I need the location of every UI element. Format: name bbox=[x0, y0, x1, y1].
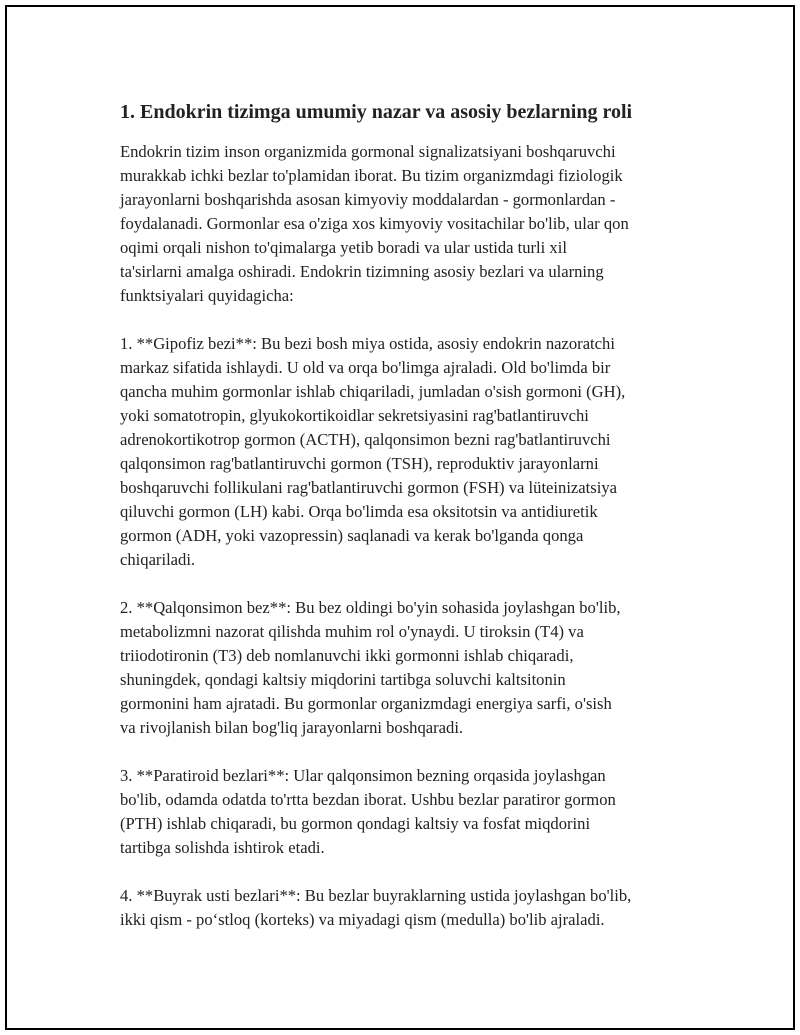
text-line: chiqariladi. bbox=[120, 550, 196, 569]
text-line: 1. **Gipofiz bezi**: Bu bezi bosh miya ostida, asosiy endokrin nazoratchi bbox=[120, 334, 615, 353]
text-line: gormonini ham ajratadi. Bu gormonlar organizmdagi energiya sarfi, o'sish bbox=[120, 694, 612, 713]
text-line: tartibga solishda ishtirok etadi. bbox=[120, 838, 325, 857]
text-line: markaz sifatida ishlaydi. U old va orqa bo'limga ajraladi. Old bo'limda bir bbox=[120, 358, 611, 377]
text-line: ikki qism - po‘stloq (korteks) va miyadagi qism (medulla) bo'lib ajraladi. bbox=[120, 910, 605, 929]
text-line: 4. **Buyrak usti bezlari**: Bu bezlar buyraklarning ustida joylashgan bo'lib, bbox=[120, 886, 632, 905]
document-title: 1. Endokrin tizimga umumiy nazar va asosiy bezlarning roli bbox=[120, 101, 633, 123]
paragraph-gipofiz bbox=[120, 332, 720, 572]
text-line: qiluvchi gormon (LH) kabi. Orqa bo'limda esa oksitotsin va antidiuretik bbox=[120, 502, 598, 521]
text-line: triiodotironin (T3) deb nomlanuvchi ikki gormonni ishlab chiqaradi, bbox=[120, 646, 574, 665]
paragraph-qalqonsimon bbox=[120, 596, 720, 740]
text-line: qalqonsimon rag'batlantiruvchi gormon (TSH), reproduktiv jarayonlarni bbox=[120, 454, 599, 473]
text-line: adrenokortikotrop gormon (ACTH), qalqonsimon bezni rag'batlantiruvchi bbox=[120, 430, 611, 449]
text-line: foydalanadi. Gormonlar esa o'ziga xos kimyoviy vositachilar bo'lib, ular qon bbox=[120, 214, 629, 233]
text-line: ta'sirlarni amalga oshiradi. Endokrin tizimning asosiy bezlari va ularning bbox=[120, 262, 604, 281]
paragraph-buyrak-usti bbox=[120, 884, 720, 932]
text-line: boshqaruvchi follikulani rag'batlantiruvchi gormon (FSH) va lüteinizatsiya bbox=[120, 478, 618, 497]
text-line: oqimi orqali nishon to'qimalarga yetib boradi va ular ustida turli xil bbox=[120, 238, 567, 257]
paragraph-intro bbox=[120, 140, 720, 308]
text-line: jarayonlarni boshqarishda asosan kimyoviy moddalardan - gormonlardan - bbox=[120, 190, 616, 209]
text-line: funktsiyalari quyidagicha: bbox=[120, 286, 294, 305]
text-line: gormon (ADH, yoki vazopressin) saqlanadi va kerak bo'lganda qonga bbox=[120, 526, 584, 545]
document-body bbox=[120, 97, 720, 956]
text-line: qancha muhim gormonlar ishlab chiqariladi, jumladan o'sish gormoni (GH), bbox=[120, 382, 626, 401]
text-line: Endokrin tizim inson organizmida gormonal signalizatsiyani boshqaruvchi bbox=[120, 142, 616, 161]
text-line: murakkab ichki bezlar to'plamidan iborat. Bu tizim organizmdagi fiziologik bbox=[120, 166, 623, 185]
text-line: 3. **Paratiroid bezlari**: Ular qalqonsimon bezning orqasida joylashgan bbox=[120, 766, 606, 785]
text-line: shuningdek, qondagi kaltsiy miqdorini tartibga soluvchi kaltsitonin bbox=[120, 670, 566, 689]
paragraph-paratiroid bbox=[120, 764, 720, 860]
text-line: yoki somatotropin, glyukokortikoidlar sekretsiyasini rag'batlantiruvchi bbox=[120, 406, 589, 425]
text-line: metabolizmni nazorat qilishda muhim rol o'ynaydi. U tiroksin (T4) va bbox=[120, 622, 584, 641]
text-line: va rivojlanish bilan bog'liq jarayonlarni boshqaradi. bbox=[120, 718, 464, 737]
text-line: bo'lib, odamda odatda to'rtta bezdan iborat. Ushbu bezlar paratiror gormon bbox=[120, 790, 616, 809]
page-frame bbox=[5, 5, 795, 1030]
text-line: (PTH) ishlab chiqaradi, bu gormon qondagi kaltsiy va fosfat miqdorini bbox=[120, 814, 591, 833]
text-line: 2. **Qalqonsimon bez**: Bu bez oldingi bo'yin sohasida joylashgan bo'lib, bbox=[120, 598, 621, 617]
